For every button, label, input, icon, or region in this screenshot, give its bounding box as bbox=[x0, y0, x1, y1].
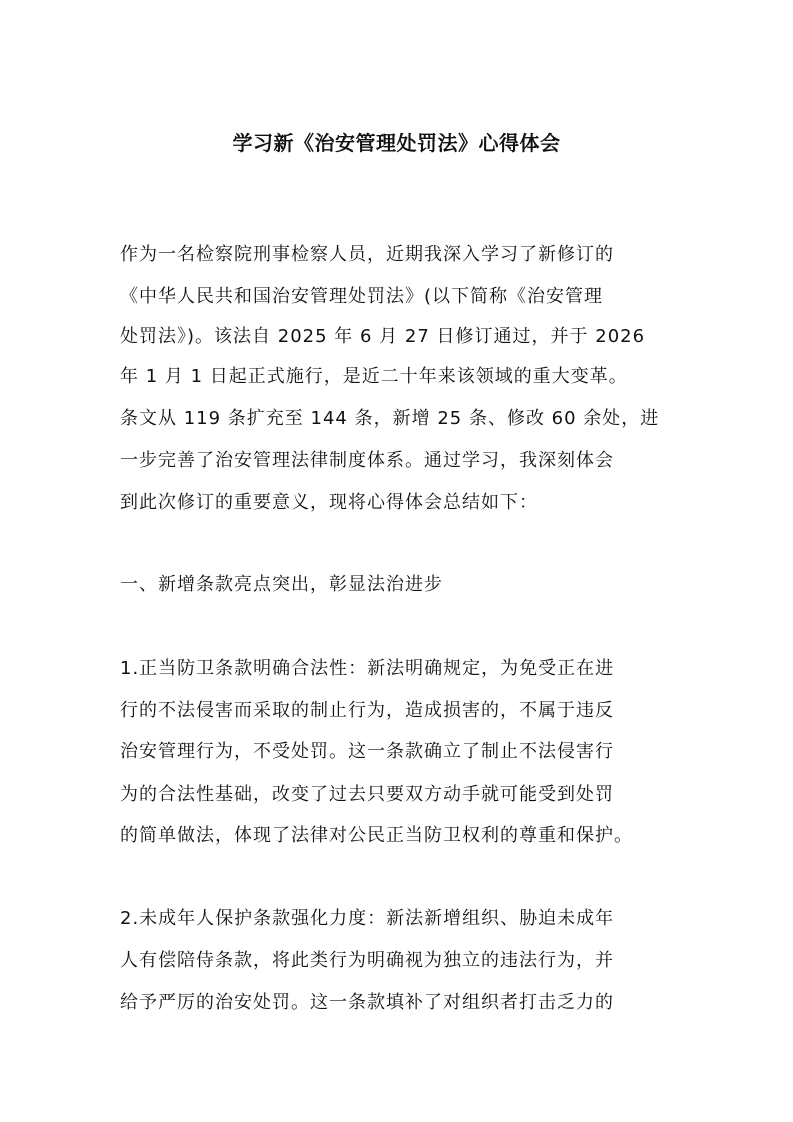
item1-line: 治安管理行为，不受处罚。这一条款确立了制止不法侵害行 bbox=[120, 741, 614, 762]
section-heading: 一、新增条款亮点突出，彰显法治进步 bbox=[120, 574, 443, 595]
document-title: 学习新《治安管理处罚法》心得体会 bbox=[232, 131, 561, 155]
intro-line: 《中华人民共和国治安管理处罚法》(以下简称《治安管理 bbox=[120, 286, 604, 307]
item1-line: 为的合法性基础，改变了过去只要双方动手就可能受到处罚 bbox=[120, 784, 614, 805]
item2-line: 2.未成年人保护条款强化力度：新法新增组织、胁迫未成年 bbox=[120, 908, 615, 929]
item1-line: 行的不法侵害而采取的制止行为，造成损害的，不属于违反 bbox=[120, 700, 614, 721]
item2-line: 人有偿陪侍条款，将此类行为明确视为独立的违法行为，并 bbox=[120, 950, 614, 971]
intro-line: 处罚法》)。该法自 2025 年 6 月 27 日修订通过，并于 2026 bbox=[120, 326, 646, 347]
intro-line: 作为一名检察院刑事检察人员，近期我深入学习了新修订的 bbox=[120, 244, 614, 265]
intro-line: 到此次修订的重要意义，现将心得体会总结如下： bbox=[120, 492, 538, 513]
item1-line: 的简单做法，体现了法律对公民正当防卫权利的尊重和保护。 bbox=[120, 825, 633, 846]
intro-line: 年 1 月 1 日起正式施行，是近二十年来该领域的重大变革。 bbox=[120, 366, 628, 387]
item1-line: 1.正当防卫条款明确合法性：新法明确规定，为免受正在进 bbox=[120, 658, 615, 679]
item2-line: 给予严厉的治安处罚。这一条款填补了对组织者打击乏力的 bbox=[120, 992, 614, 1013]
intro-line: 一步完善了治安管理法律制度体系。通过学习，我深刻体会 bbox=[120, 450, 614, 471]
intro-line: 条文从 119 条扩充至 144 条，新增 25 条、修改 60 余处，进 bbox=[120, 408, 660, 429]
